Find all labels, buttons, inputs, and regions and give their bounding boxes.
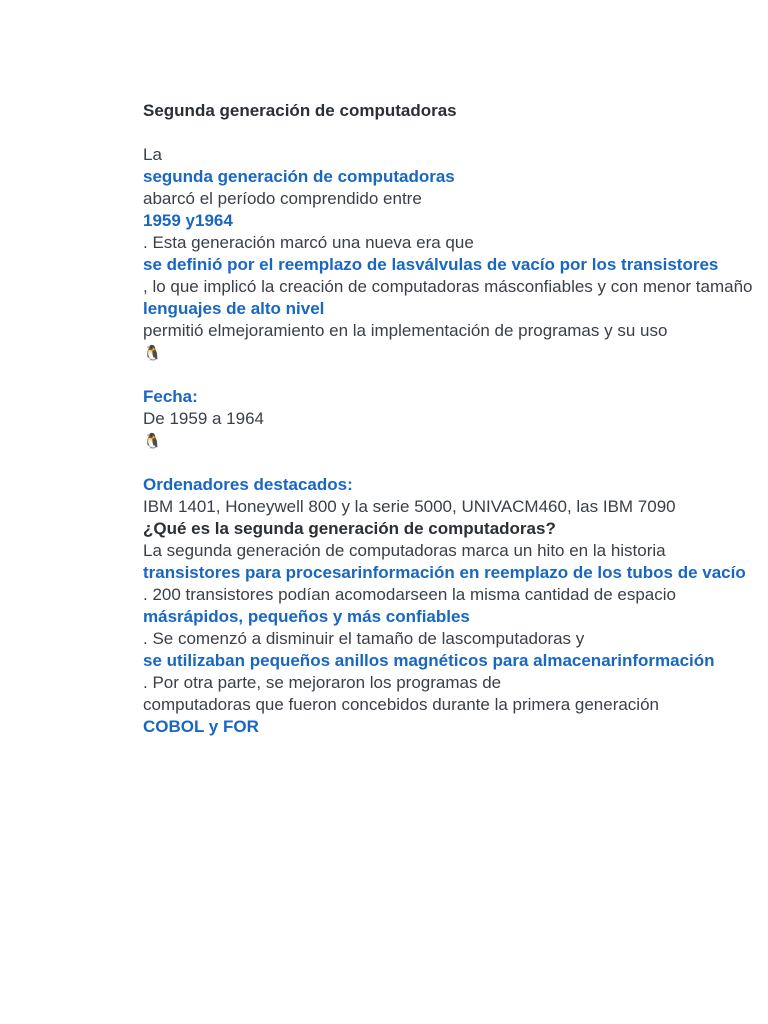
document-content	[143, 100, 753, 738]
intro-highlight: lenguajes de alto nivel	[143, 299, 325, 318]
question-heading: ¿Qué es la segunda generación de computadoras?	[143, 519, 556, 538]
intro-highlight: se definió por el reemplazo de lasválvulas de vacío por los transistores	[143, 255, 719, 274]
body-highlight: COBOL y FOR	[143, 717, 259, 736]
intro-text: La	[143, 145, 162, 164]
body-text: computadoras que fueron concebidos durante la primera generación	[143, 695, 659, 714]
blank-line	[143, 452, 678, 474]
intro-date-highlight: 1959 y1964	[143, 211, 233, 230]
intro-highlight: segunda generación de computadoras	[143, 167, 455, 186]
body-text: . Se comenzó a disminuir el tamaño de lascomputadoras y	[143, 629, 585, 648]
body-highlight: se utilizaban pequeños anillos magnéticos para almacenarinformación	[143, 651, 715, 670]
fecha-value: De 1959 a 1964	[143, 409, 264, 428]
ordenadores-label: Ordenadores destacados:	[143, 475, 353, 494]
penguin-icon: 🐧	[143, 344, 162, 362]
intro-text: , lo que implicó la creación de computadoras másconfiables y con menor tamaño	[143, 277, 753, 296]
body-text: . 200 transistores podían acomodarseen la misma cantidad de espacio	[143, 585, 676, 604]
blank-line	[143, 122, 678, 144]
body-highlight: transistores para procesarinformación en reemplazo de los tubos de vacío	[143, 563, 746, 582]
penguin-icon: 🐧	[143, 432, 162, 450]
intro-text: abarcó el período comprendido entre	[143, 189, 422, 208]
ordenadores-value: IBM 1401, Honeywell 800 y la serie 5000, UNIVACM460, las IBM 7090	[143, 497, 676, 516]
penguin-icon-line	[143, 342, 678, 364]
intro-text: permitió elmejoramiento en la implementación de programas y su uso	[143, 321, 668, 340]
intro-text: . Esta generación marcó una nueva era que	[143, 233, 474, 252]
body-text: La segunda generación de computadoras marca un hito en la historia	[143, 541, 666, 560]
fecha-label: Fecha:	[143, 387, 198, 406]
penguin-icon-line	[143, 430, 678, 452]
body-highlight: másrápidos, pequeños y más confiables	[143, 607, 470, 626]
blank-line	[143, 364, 678, 386]
document-title: Segunda generación de computadoras	[143, 101, 457, 120]
body-text: . Por otra parte, se mejoraron los programas de	[143, 673, 502, 692]
